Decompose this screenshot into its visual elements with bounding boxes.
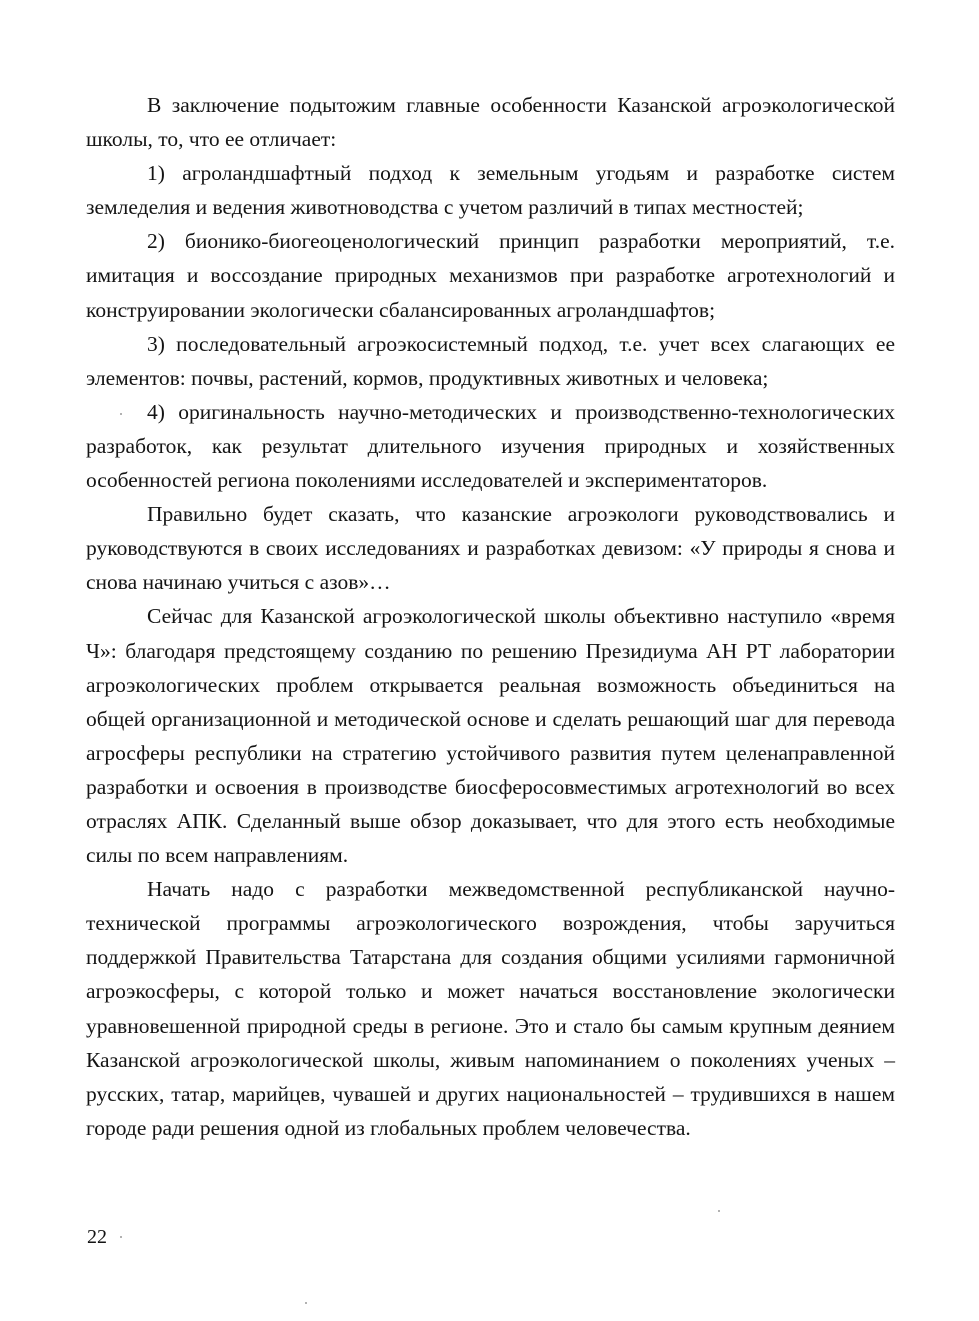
paragraph-item-4: 4) оригинальность научно-методических и производственно-технологических разработок, как результат длительного изучения природных и хозяйственных особенностей региона поколениями исследователей и экспериментаторов.	[86, 399, 895, 493]
paragraph-item-2: 2) бионико-биогеоценологический принцип разработки мероприятий, т.е. имитация и воссоздание природных механизмов при разработке агротехнологий и конструировании экологически сбалансированных агроландшафтов;	[86, 229, 895, 322]
scan-speck	[305, 1302, 307, 1304]
paragraph-intro: В заключение подытожим главные особенности Казанской агроэкологической школы, то, что ее отличает:	[86, 93, 895, 152]
paragraph-item-3: 3) последовательный агроэкосистемный подход, т.е. учет всех слагающих ее элементов: почвы, растений, кормов, продуктивных животных и человека;	[86, 331, 895, 390]
paragraph-motto: Правильно будет сказать, что казанские агроэкологи руководствовались и руководствуются в своих исследованиях и разработках девизом: «У природы я снова и снова начинаю учиться с азов»…	[86, 502, 895, 595]
paragraph-time-ch: Сейчас для Казанской агроэкологической школы объективно наступило «время Ч»: благодаря предстоящему созданию по решению Президиума АН РТ лаборатории агроэкологических проблем открывается реальная возможность объединиться на общей организационной и методической основе и сделать решающий шаг для перевода агросферы республики на стратегию устойчивого развития путем целенаправленной разработки и освоения в производстве биосферосовместимых агротехнологий во всех отраслях АПК. Сделанный выше обзор доказывает, что для этого есть необходимые силы по всем направлениям.	[86, 604, 895, 868]
body-text	[86, 88, 895, 1145]
page-number: 22	[87, 1226, 107, 1248]
scan-speck	[718, 1210, 720, 1212]
scan-speck	[120, 1236, 122, 1238]
scan-speck	[120, 413, 122, 415]
paragraph-item-1: 1) агроландшафтный подход к земельным угодьям и разработке систем земледелия и ведения животноводства с учетом различий в типах местностей;	[86, 161, 895, 220]
paragraph-conclusion: Начать надо с разработки межведомственной республиканской научно-технической программы агроэкологического возрождения, чтобы заручиться поддержкой Правительства Татарстана для создания общими усилиями гармоничной агроэкосферы, с которой только и может начаться восстановление экологически уравновешенной природной среды в регионе. Это и стало бы самым крупным деянием Казанской агроэкологической школы, живым напоминанием о поколениях ученых – русских, татар, марийцев, чувашей и других национальностей – трудившихся в нашем городе ради решения одной из глобальных проблем человечества.	[86, 877, 895, 1140]
